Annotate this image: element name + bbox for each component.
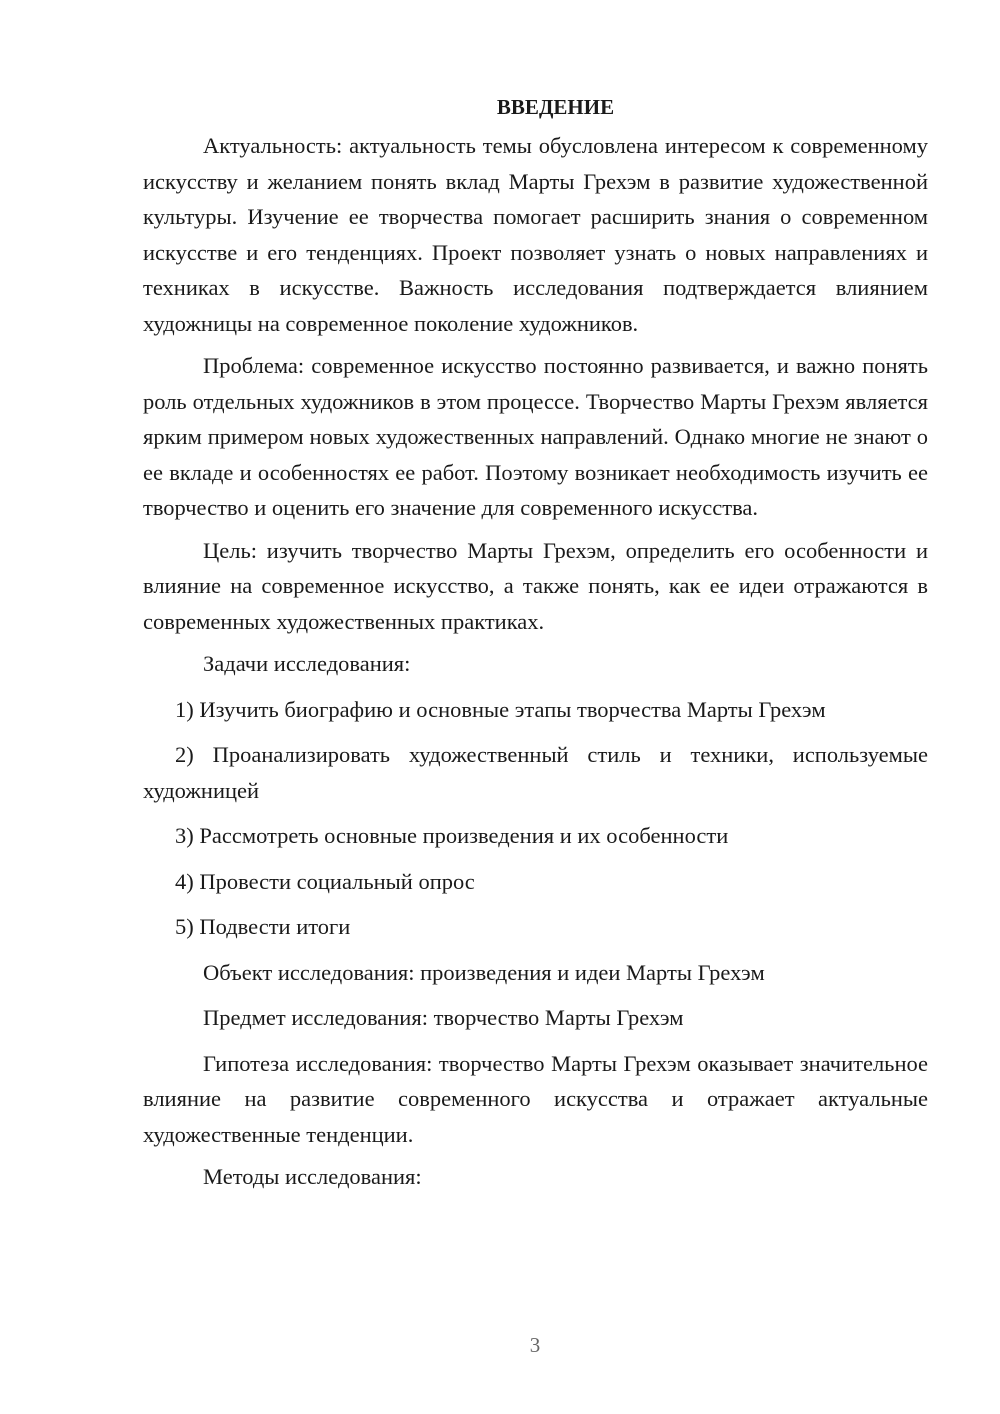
task-item: 5) Подвести итоги <box>175 914 351 939</box>
task-item: 3) Рассмотреть основные произведения и их особенности <box>175 823 729 848</box>
object-paragraph: Объект исследования: произведения и идеи Марты Грехэм <box>203 959 765 985</box>
section-title: ВВЕДЕНИЕ <box>496 95 615 119</box>
page-number: 3 <box>529 1333 541 1357</box>
document-page <box>143 92 928 1205</box>
subject-paragraph: Предмет исследования: творчество Марты Грехэм <box>203 1005 684 1030</box>
goal-paragraph: Цель: изучить творчество Марты Грехэм, определить его особенности и влияние на современное искусство, а также понять, как ее идеи отражаются в современных художественных практиках. <box>143 537 928 634</box>
problem-paragraph: Проблема: современное искусство постоянно развивается, и важно понять роль отдельных художников в этом процессе. Творчество Марты Грехэм является ярким примером новых художественных направлений. Однако многие не знают о ее вкладе и особенностях ее работ. Поэтому возникает необходимость изучить ее творчество и оценить его значение для современного искусства. <box>143 353 928 520</box>
task-item: 2) Проанализировать художественный стиль и техники, используемые художницей <box>143 742 928 803</box>
tasks-heading: Задачи исследования: <box>203 651 411 676</box>
task-item: 1) Изучить биографию и основные этапы творчества Марты Грехэм <box>175 696 826 722</box>
task-item: 4) Провести социальный опрос <box>175 868 475 894</box>
relevance-paragraph: Актуальность: актуальность темы обусловлена интересом к современному искусству и желанием понять вклад Марты Грехэм в развитие художественной культуры. Изучение ее творчества помогает расширить знания о современном искусстве и его тенденциях. Проект позволяет узнать о новых направлениях и техниках в искусстве. Важность исследования подтверждается влиянием художницы на современное поколение художников. <box>143 133 928 336</box>
hypothesis-paragraph: Гипотеза исследования: творчество Марты Грехэм оказывает значительное влияние на развитие современного искусства и отражает актуальные художественные тенденции. <box>143 1050 928 1147</box>
methods-heading: Методы исследования: <box>203 1164 422 1189</box>
